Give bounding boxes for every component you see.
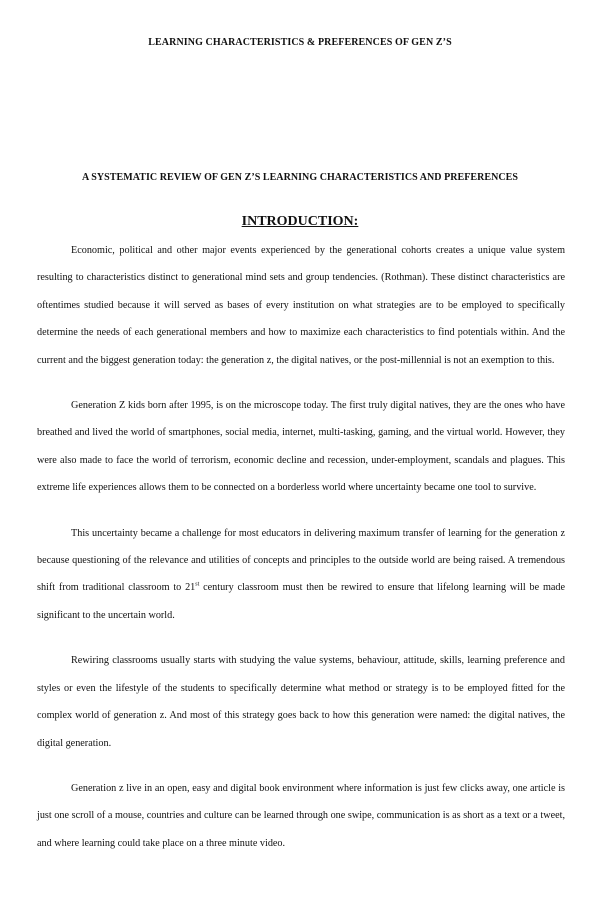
- paragraph-2: Generation Z kids born after 1995, is on the microscope today. The first truly digital natives, they are the ones who have breathed and lived the world of smartphones, social media, internet, multi-tasking, gaming, and the virtual world. However, they were also made to face the world of terrorism, economic decline and recession, under-employment, scandals and plagues. This extreme life experiences allows them to be connected on a borderless world where uncertainty became one tool to survive.: [37, 400, 565, 494]
- paragraph-3-text-a: This uncertainty became a challenge for most educators in delivering maximum transfer of learning for the generation z because questioning of the relevance and utilities of concepts and principles to the outside world are being raised. A tremendous shift from traditional classroom to 21: [37, 527, 565, 594]
- section-heading-introduction: INTRODUCTION:: [241, 214, 359, 229]
- paragraph-1: Economic, political and other major events experienced by the generational cohorts creates a unique value system resulting to characteristics distinct to generational mind sets and group tendencies. (Rothman). These distinct characteristics are oftentimes studied because it will served as bases of every institution on what strategies are to be employed to specifically determine the needs of each generational members and how to maximize each characteristics to find potentials within. And the current and the biggest generation today: the generation z, the digital natives, or the post-millennial is not an exemption to this.: [37, 245, 565, 366]
- paragraph-3-text-b: century classroom must then be rewired to ensure that lifelong learning will be made significant to the uncertain world.: [37, 582, 566, 621]
- paragraph-5: Generation z live in an open, easy and digital book environment where information is just few clicks away, one article is just one scroll of a mouse, countries and culture can be learned through one swipe, communication is as short as a text or a tweet, and where learning could take place on a three minute video.: [37, 782, 565, 849]
- running-title: LEARNING CHARACTERISTICS & PREFERENCES OF GEN Z’S: [148, 37, 452, 48]
- paragraph-4: Rewiring classrooms usually starts with studying the value systems, behaviour, attitude, skills, learning preference and styles or even the lifestyle of the students to specifically determine what method or strategy is to be employed fitted for the complex world of generation z. And most of this strategy goes back to how this generation were named: the digital natives, the digital generation.: [37, 655, 565, 749]
- body-text: [37, 237, 565, 875]
- ordinal-superscript: st: [195, 582, 200, 589]
- document-title: A SYSTEMATIC REVIEW OF GEN Z’S LEARNING CHARACTERISTICS AND PREFERENCES: [82, 172, 518, 183]
- paragraph-3: [37, 520, 565, 630]
